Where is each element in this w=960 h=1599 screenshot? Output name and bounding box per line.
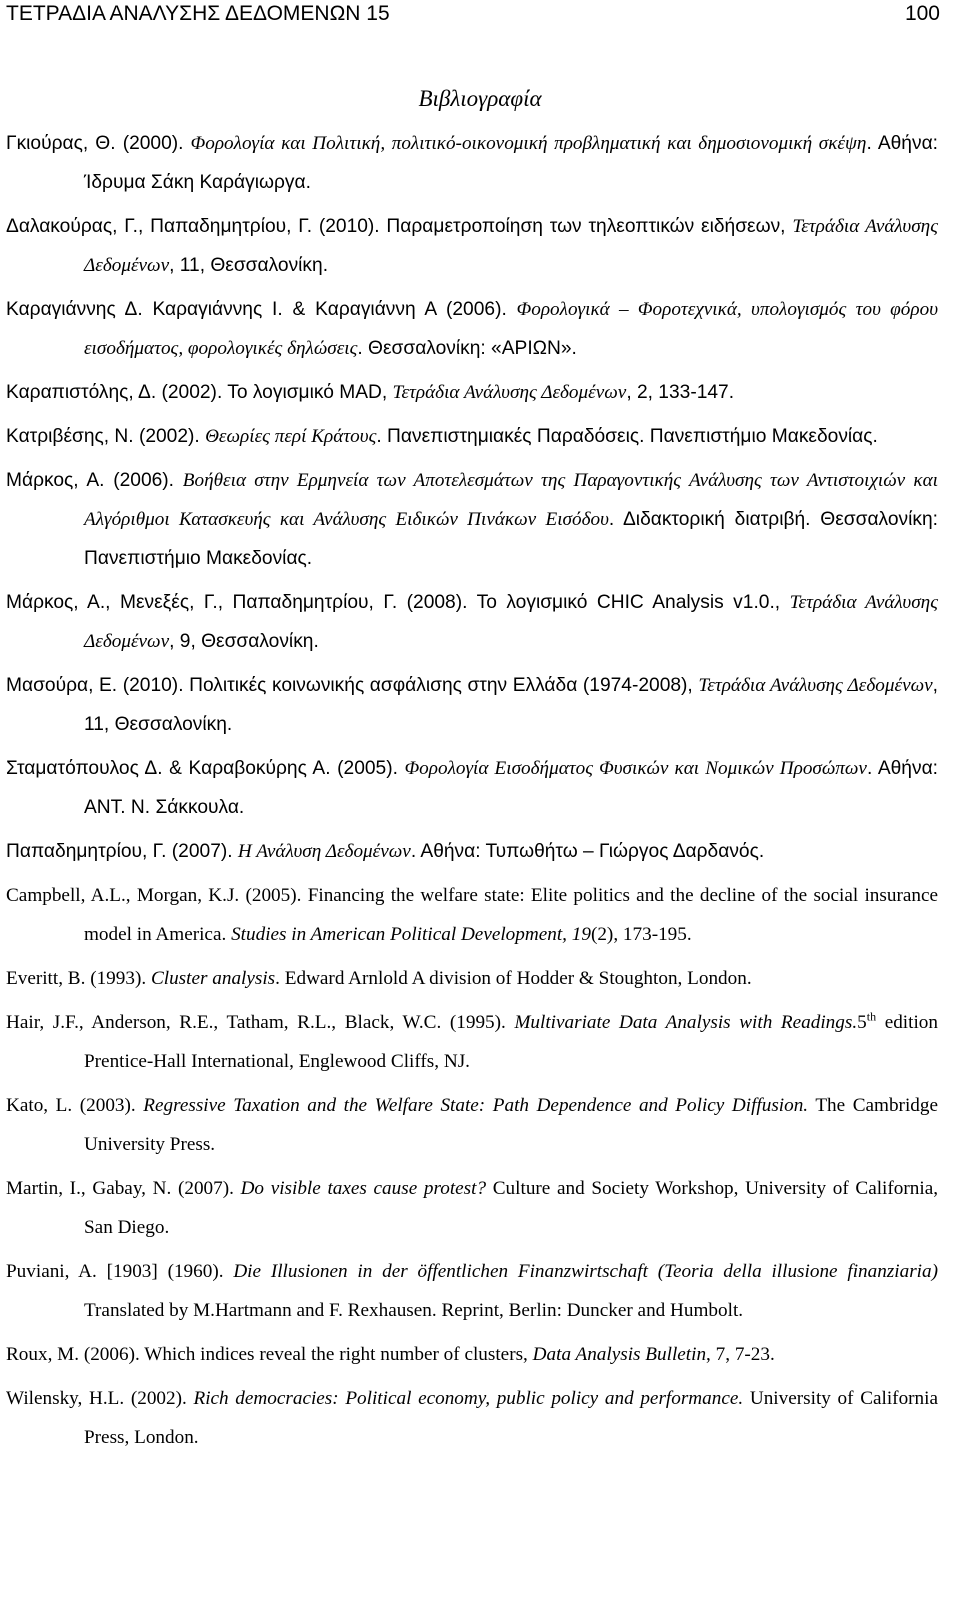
running-title: ΤΕΤΡΑΔΙΑ ΑΝΑΛΥΣΗΣ ΔΕΔΟΜΕΝΩΝ 15	[6, 2, 390, 25]
reference-item: Παπαδημητρίου, Γ. (2007). Η Ανάλυση Δεδομένων. Αθήνα: Τυπωθήτω – Γιώργος Δαρδανός.	[6, 841, 765, 862]
reference-item: Campbell, A.L., Morgan, K.J. (2005). Financing the welfare state: Elite politics and the decline of the social insurance model in America. Studies in American Political Development, 19(2), 173-195.	[6, 885, 938, 945]
reference-item: Μάρκος, Α. (2006). Βοήθεια στην Ερμηνεία των Αποτελεσμάτων της Παραγοντικής Ανάλυσης των Αντιστοιχιών και Αλγόριθμοι Κατασκευής και Ανάλυσης Ειδικών Πινάκων Εισόδου. Διδακτορική διατριβή. Θεσσαλονίκη: Πανεπιστήμιο Μακεδονίας.	[6, 470, 938, 569]
reference-list	[6, 124, 938, 1462]
reference-item: Wilensky, H.L. (2002). Rich democracies: Political economy, public policy and performance. University of California Press, London.	[6, 1388, 938, 1448]
reference-item: Μασούρα, Ε. (2010). Πολιτικές κοινωνικής ασφάλισης στην Ελλάδα (1974-2008), Τετράδια Ανάλυσης Δεδομένων, 11, Θεσσαλονίκη.	[6, 675, 938, 735]
reference-item: Καραγιάννης Δ. Καραγιάννης Ι. & Καραγιάννη Α (2006). Φορολογικά – Φοροτεχνικά, υπολογισμός του φόρου εισοδήματος, φορολογικές δηλώσεις. Θεσσαλονίκη: «ΑΡΙΩΝ».	[6, 299, 938, 359]
reference-item: Γκιούρας, Θ. (2000). Φορολογία και Πολιτική, πολιτικό-οικονομική προβληματική και δημοσιονομική σκέψη. Αθήνα: Ίδρυμα Σάκη Καράγιωργα.	[6, 133, 938, 193]
reference-item: Martin, I., Gabay, N. (2007). Do visible taxes cause protest? Culture and Society Workshop, University of California, San Diego.	[6, 1178, 939, 1238]
reference-item: Kato, L. (2003). Regressive Taxation and the Welfare State: Path Dependence and Policy Diffusion. The Cambridge University Press.	[6, 1095, 938, 1155]
reference-item: Δαλακούρας, Γ., Παπαδημητρίου, Γ. (2010). Παραμετροποίηση των τηλεοπτικών ειδήσεων, Τετράδια Ανάλυσης Δεδομένων, 11, Θεσσαλονίκη.	[6, 216, 938, 276]
reference-item: Καραπιστόλης, Δ. (2002). Το λογισμικό MAD, Τετράδια Ανάλυσης Δεδομένων, 2, 133-147.	[6, 382, 735, 403]
reference-item: Σταματόπουλος Δ. & Καραβοκύρης Α. (2005). Φορολογία Εισοδήματος Φυσικών και Νομικών Προσώπων. Αθήνα: ΑΝΤ. Ν. Σάκκουλα.	[6, 758, 938, 818]
page-header	[6, 2, 940, 30]
reference-item: Μάρκος, Α., Μενεξές, Γ., Παπαδημητρίου, Γ. (2008). Το λογισμικό CHIC Analysis v1.0., Τετράδια Ανάλυσης Δεδομένων, 9, Θεσσαλονίκη.	[6, 592, 938, 652]
reference-item: Puviani, A. [1903] (1960). Die Illusionen in der öffentlichen Finanzwirtschaft (Teoria della illusione finanziaria) Translated by M.Hartmann and F. Rexhausen. Reprint, Berlin: Duncker and Humbolt.	[6, 1261, 938, 1321]
section-title: Βιβλιογραφία	[418, 86, 542, 111]
reference-item: Κατριβέσης, Ν. (2002). Θεωρίες περί Κράτους. Πανεπιστημιακές Παραδόσεις. Πανεπιστήμιο Μακεδονίας.	[6, 426, 878, 447]
reference-item: Everitt, B. (1993). Cluster analysis. Edward Arnlold A division of Hodder & Stoughton, London.	[6, 968, 752, 989]
reference-item: Hair, J.F., Anderson, R.E., Tatham, R.L., Black, W.C. (1995). Multivariate Data Analysis with Readings.5th edition Prentice-Hall International, Englewood Cliffs, NJ.	[6, 1009, 938, 1072]
reference-item: Roux, M. (2006). Which indices reveal the right number of clusters, Data Analysis Bulletin, 7, 7-23.	[6, 1344, 775, 1365]
page-number: 100	[904, 2, 940, 25]
